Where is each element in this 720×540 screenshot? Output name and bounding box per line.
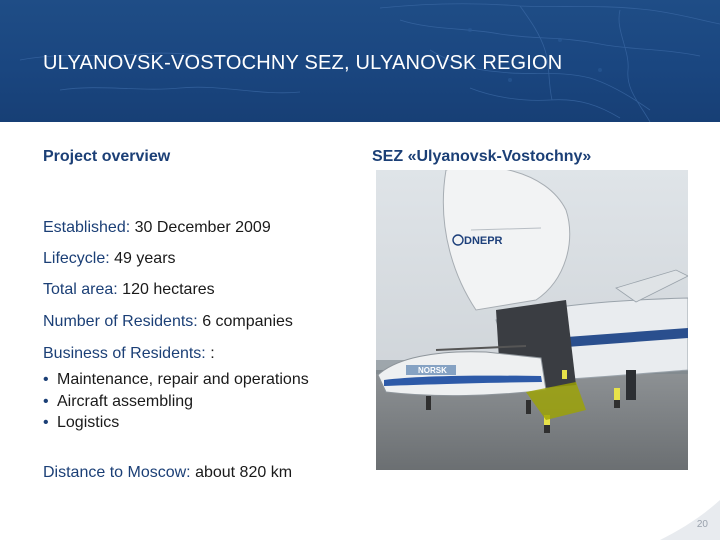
residents-line	[43, 313, 293, 331]
business-line	[43, 345, 215, 363]
norsk-text: NORSK	[418, 366, 447, 375]
established-value: 30 December 2009	[134, 219, 271, 236]
residents-label: Number of Residents:	[43, 313, 198, 330]
list-item: • Aircraft assembling	[43, 392, 194, 410]
area-value: 120 hectares	[122, 281, 215, 298]
aircraft-photo	[376, 170, 688, 470]
business-label: Business of Residents:	[43, 345, 206, 362]
page-number: 20	[696, 519, 708, 530]
corner-swoosh	[660, 500, 720, 540]
distance-value: about 820 km	[195, 464, 293, 481]
page-title: ULYANOVSK-VOSTOCHNY SEZ, ULYANOVSK REGION	[43, 52, 563, 74]
lifecycle-label: Lifecycle:	[43, 250, 110, 267]
project-overview-heading: Project overview	[43, 148, 171, 165]
dnepr-logo-text: DNEPR	[464, 235, 503, 247]
sez-heading: SEZ «Ulyanovsk-Vostochny»	[372, 148, 592, 165]
established-line	[43, 219, 271, 237]
list-item: • Logistics	[43, 414, 120, 431]
distance-label: Distance to Moscow:	[43, 464, 191, 481]
lifecycle-value: 49 years	[114, 250, 176, 267]
established-label: Established:	[43, 219, 131, 236]
residents-value: 6 companies	[202, 313, 293, 330]
lifecycle-line	[43, 250, 176, 268]
business-value: :	[210, 345, 215, 362]
distance-line	[43, 464, 292, 482]
header-banner	[0, 0, 720, 122]
area-line	[43, 281, 215, 299]
business-list	[43, 369, 309, 434]
area-label: Total area:	[43, 281, 118, 298]
list-item: • Maintenance, repair and operations	[43, 371, 309, 388]
